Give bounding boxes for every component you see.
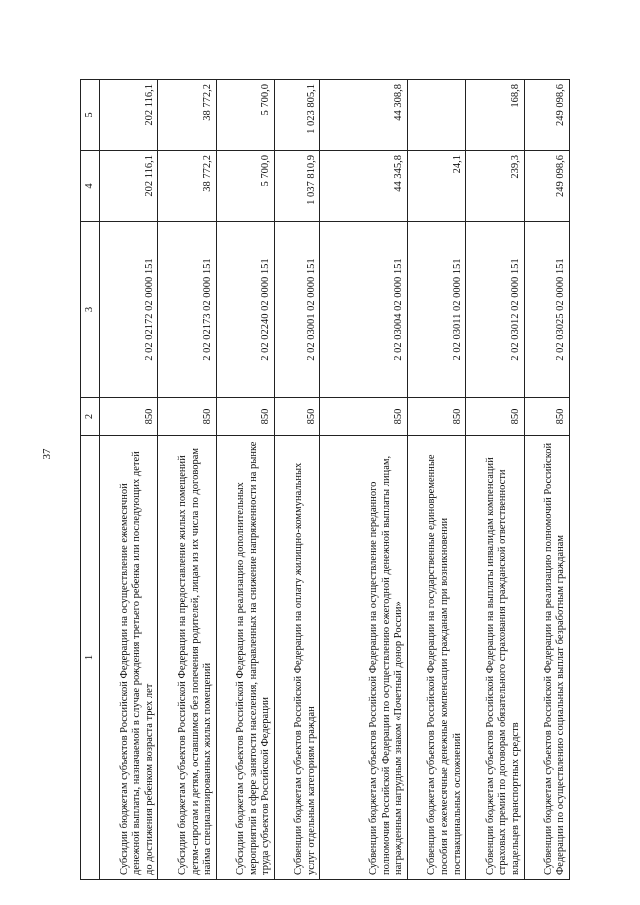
table-row: [407, 80, 465, 880]
row-budget-code: 2 02 03012 02 0000 151: [466, 222, 524, 398]
row-budget-code: 2 02 03011 02 0000 151: [407, 222, 465, 398]
row-plan-value: 239,3: [466, 151, 524, 222]
row-admin-code: 850: [275, 398, 320, 436]
header-row: [81, 80, 100, 880]
table-row: [216, 80, 274, 880]
table-row: [158, 80, 216, 880]
row-fact-value: 38 772,2: [158, 80, 216, 151]
header-col-2: 2: [81, 398, 100, 436]
row-budget-code: 2 02 03025 02 0000 151: [524, 222, 569, 398]
header-col-4: 4: [81, 151, 100, 222]
row-description: Субсидии бюджетам субъектов Российской Федерации на предоставление жилых помещений детям-сиротам и детям, оставшимся без попечения родителей, лицам из их числа по договорам найма специализированных жилых помещений: [158, 436, 216, 880]
row-plan-value: 1 037 810,9: [275, 151, 320, 222]
header-col-1: 1: [81, 436, 100, 880]
table-row: [100, 80, 158, 880]
row-fact-value: 202 116,1: [100, 80, 158, 151]
row-fact-value: [407, 80, 465, 151]
rotated-table-container: [80, 80, 570, 880]
table-row: [524, 80, 569, 880]
row-description: Субвенции бюджетам субъектов Российской Федерации на государственные единовременные пособия и ежемесячные денежные компенсации гражданам при возникновении поствакцинальных осложнений: [407, 436, 465, 880]
row-admin-code: 850: [320, 398, 408, 436]
row-plan-value: 249 098,6: [524, 151, 569, 222]
row-description: Субсидии бюджетам субъектов Российской Федерации на реализацию дополнительных мероприятий в сфере занятости населения, направленных на снижение напряженности на рынке труда субъектов Российской Федерации: [216, 436, 274, 880]
row-plan-value: 5 700,0: [216, 151, 274, 222]
row-budget-code: 2 02 03001 02 0000 151: [275, 222, 320, 398]
row-fact-value: 168,8: [466, 80, 524, 151]
page-number: 37: [41, 448, 53, 460]
row-budget-code: 2 02 02240 02 0000 151: [216, 222, 274, 398]
budget-table: [80, 79, 570, 880]
table-row: [320, 80, 408, 880]
row-description: Субвенции бюджетам субъектов Российской Федерации на осуществление переданного полномочия Российской Федерации по осуществлению ежегодной денежной выплаты лицам, награжденным нагрудным знаком «Почетный донор России»: [320, 436, 408, 880]
row-budget-code: 2 02 02173 02 0000 151: [158, 222, 216, 398]
row-admin-code: 850: [100, 398, 158, 436]
row-plan-value: 38 772,2: [158, 151, 216, 222]
row-plan-value: 44 345,8: [320, 151, 408, 222]
row-description: Субвенции бюджетам субъектов Российской Федерации на выплаты инвалидам компенсаций страховых премий по договорам обязательного страхования гражданской ответственности владельцев транспортных средств: [466, 436, 524, 880]
header-col-5: 5: [81, 80, 100, 151]
header-col-3: 3: [81, 222, 100, 398]
row-plan-value: 202 116,1: [100, 151, 158, 222]
row-description: Субсидии бюджетам субъектов Российской Федерации на осуществление ежемесячной денежной выплаты, назначаемой в случае рождения третьего ребенка или последующих детей до достижения ребенком возраста трех лет: [100, 436, 158, 880]
row-admin-code: 850: [216, 398, 274, 436]
row-budget-code: 2 02 03004 02 0000 151: [320, 222, 408, 398]
table-row: [275, 80, 320, 880]
row-description: Субвенции бюджетам субъектов Российской Федерации на реализацию полномочий Российской Федерации по осуществлению социальных выплат безработным гражданам: [524, 436, 569, 880]
row-fact-value: 1 023 805,1: [275, 80, 320, 151]
row-budget-code: 2 02 02172 02 0000 151: [100, 222, 158, 398]
row-fact-value: 44 308,8: [320, 80, 408, 151]
row-admin-code: 850: [466, 398, 524, 436]
row-admin-code: 850: [158, 398, 216, 436]
row-description: Субвенции бюджетам субъектов Российской Федерации на оплату жилищно-коммунальных услуг отдельным категориям граждан: [275, 436, 320, 880]
row-plan-value: 24,1: [407, 151, 465, 222]
row-admin-code: 850: [407, 398, 465, 436]
row-fact-value: 5 700,0: [216, 80, 274, 151]
table-row: [466, 80, 524, 880]
row-fact-value: 249 098,6: [524, 80, 569, 151]
row-admin-code: 850: [524, 398, 569, 436]
